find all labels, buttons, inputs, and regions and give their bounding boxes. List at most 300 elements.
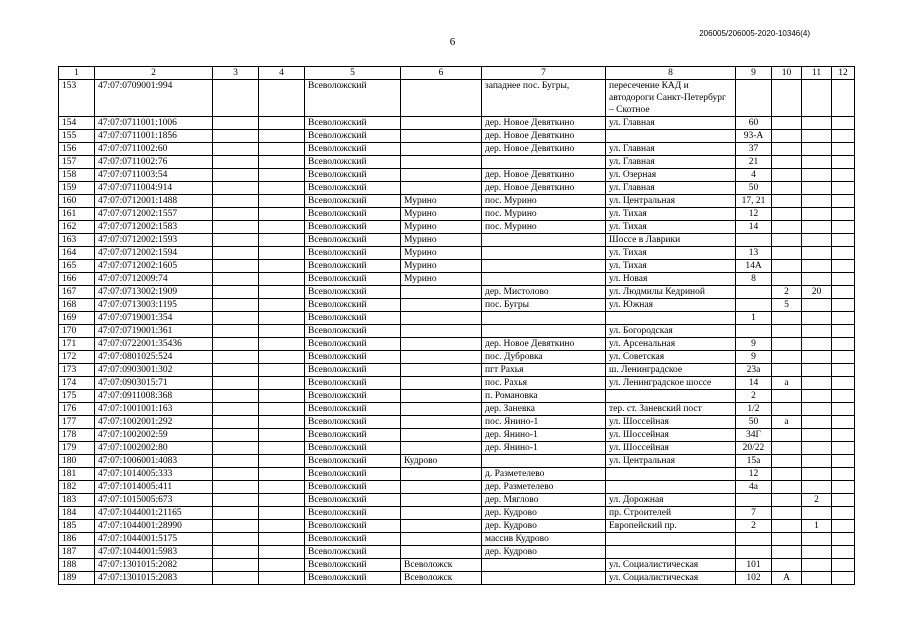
table-cell: 186 [59, 533, 95, 546]
table-cell [401, 377, 482, 390]
table-cell: 162 [59, 221, 95, 234]
table-cell [832, 80, 855, 117]
table-cell [213, 468, 259, 481]
column-header: 6 [401, 67, 482, 80]
table-cell [482, 156, 606, 169]
table-cell [401, 481, 482, 494]
table-cell: ул. Тихая [606, 260, 736, 273]
column-header: 10 [772, 67, 802, 80]
table-cell [259, 169, 305, 182]
table-cell [772, 507, 802, 520]
table-cell: Всеволожский [305, 546, 401, 559]
table-cell: 47:07:0712002:1605 [95, 260, 213, 273]
table-cell: ул. Шоссейная [606, 442, 736, 455]
table-cell: А [772, 572, 802, 585]
table-cell [482, 247, 606, 260]
table-cell: 50 [736, 416, 772, 429]
table-cell [259, 546, 305, 559]
table-cell [802, 169, 832, 182]
table-cell [213, 247, 259, 260]
table-cell: ул. Озерная [606, 169, 736, 182]
table-cell [401, 156, 482, 169]
table-cell [213, 416, 259, 429]
table-cell [213, 182, 259, 195]
table-cell [802, 156, 832, 169]
page-number: 6 [449, 36, 456, 48]
table-row [59, 234, 855, 247]
table-cell [802, 572, 832, 585]
table-cell [401, 338, 482, 351]
table-cell [832, 494, 855, 507]
table-cell [802, 364, 832, 377]
table-cell [259, 247, 305, 260]
table-cell: 172 [59, 351, 95, 364]
table-cell: 47:07:1301015:2083 [95, 572, 213, 585]
table-row [59, 351, 855, 364]
table-cell: ул. Ленинградское шоссе [606, 377, 736, 390]
table-cell: 47:07:0712009:74 [95, 273, 213, 286]
table-cell: 47:07:0712002:1594 [95, 247, 213, 260]
document-id: 206005/206005-2020-10346(4) [699, 29, 810, 38]
table-cell [401, 429, 482, 442]
table-cell [802, 234, 832, 247]
table-cell [482, 559, 606, 572]
table-cell: ул. Южная [606, 299, 736, 312]
table-cell: Всеволожский [305, 143, 401, 156]
table-cell [259, 455, 305, 468]
table-cell [259, 559, 305, 572]
table-cell: Всеволожский [305, 156, 401, 169]
table-cell [772, 325, 802, 338]
table-cell [482, 273, 606, 286]
table-cell [772, 156, 802, 169]
table-cell [482, 312, 606, 325]
table-cell [832, 286, 855, 299]
table-cell [772, 338, 802, 351]
table-cell: 47:07:0911008:368 [95, 390, 213, 403]
table-cell: 188 [59, 559, 95, 572]
table-cell: 164 [59, 247, 95, 260]
table-cell: 4а [736, 481, 772, 494]
table-cell: 167 [59, 286, 95, 299]
table-cell [802, 80, 832, 117]
table-cell [802, 130, 832, 143]
table-cell [259, 221, 305, 234]
table-cell: 8 [736, 273, 772, 286]
table-cell: Мурино [401, 195, 482, 208]
table-cell: 47:07:0711001:1856 [95, 130, 213, 143]
table-cell [259, 377, 305, 390]
table-cell [259, 390, 305, 403]
table-cell [259, 507, 305, 520]
table-cell: Всеволожский [305, 520, 401, 533]
table-cell: дер. Разметелево [482, 481, 606, 494]
table-cell: 47:07:0711001:1006 [95, 117, 213, 130]
table-cell [259, 130, 305, 143]
table-cell: 187 [59, 546, 95, 559]
table-cell: Всеволожск [401, 559, 482, 572]
table-cell: западнее пос. Бугры, [482, 80, 606, 117]
table-cell: 47:07:0713003:1195 [95, 299, 213, 312]
table-cell [213, 286, 259, 299]
table-cell [802, 377, 832, 390]
table-cell: 50 [736, 182, 772, 195]
table-cell: 9 [736, 338, 772, 351]
table-cell: дер. Заневка [482, 403, 606, 416]
table-cell: 175 [59, 390, 95, 403]
table-cell: Всеволожский [305, 507, 401, 520]
table-cell [832, 455, 855, 468]
table-cell: ул. Дорожная [606, 494, 736, 507]
table-cell [832, 338, 855, 351]
table-cell: 2 [772, 286, 802, 299]
table-cell [213, 221, 259, 234]
table-cell [832, 351, 855, 364]
table-row [59, 195, 855, 208]
table-cell [213, 533, 259, 546]
table-row [59, 312, 855, 325]
table-cell: ш. Ленинградское [606, 364, 736, 377]
table-row [59, 442, 855, 455]
table-cell: дер. Кудрово [482, 507, 606, 520]
table-cell [736, 325, 772, 338]
table-cell: 12 [736, 468, 772, 481]
table-cell: ул. Главная [606, 143, 736, 156]
table-cell: 47:07:0712002:1583 [95, 221, 213, 234]
table-row [59, 429, 855, 442]
table-cell [802, 273, 832, 286]
column-header: 4 [259, 67, 305, 80]
table-row [59, 273, 855, 286]
table-cell [259, 403, 305, 416]
table-cell [802, 221, 832, 234]
table-cell [259, 182, 305, 195]
table-cell [213, 442, 259, 455]
table-cell [802, 208, 832, 221]
table-cell: 2 [736, 520, 772, 533]
table-cell [606, 533, 736, 546]
table-cell: 1 [802, 520, 832, 533]
table-cell: Всеволожский [305, 273, 401, 286]
table-cell [802, 455, 832, 468]
table-cell: 47:07:0712002:1557 [95, 208, 213, 221]
table-cell [606, 468, 736, 481]
table-cell [259, 286, 305, 299]
table-cell [832, 533, 855, 546]
table-cell: Всеволожский [305, 234, 401, 247]
table-cell: 7 [736, 507, 772, 520]
table-cell [772, 221, 802, 234]
table-cell [606, 130, 736, 143]
table-cell [832, 273, 855, 286]
table-row [59, 416, 855, 429]
table-cell: 47:07:1044001:28990 [95, 520, 213, 533]
table-cell [213, 559, 259, 572]
table-cell [259, 117, 305, 130]
table-cell: 1/2 [736, 403, 772, 416]
table-row [59, 559, 855, 572]
table-row [59, 260, 855, 273]
table-cell [736, 299, 772, 312]
table-cell: 183 [59, 494, 95, 507]
register-table [58, 66, 855, 585]
table-cell [213, 325, 259, 338]
table-cell [213, 338, 259, 351]
table-cell [832, 260, 855, 273]
table-cell: 176 [59, 403, 95, 416]
table-cell [832, 247, 855, 260]
table-cell: ул. Арсенальная [606, 338, 736, 351]
table-cell: 161 [59, 208, 95, 221]
table-cell [606, 390, 736, 403]
table-cell [259, 195, 305, 208]
table-cell: 47:07:0713002:1909 [95, 286, 213, 299]
table-row [59, 507, 855, 520]
table-cell [832, 130, 855, 143]
table-cell: ул. Людмилы Кедриной [606, 286, 736, 299]
table-cell [259, 429, 305, 442]
table-cell [772, 442, 802, 455]
table-cell: 2 [736, 390, 772, 403]
table-cell: Всеволожский [305, 442, 401, 455]
table-cell: 180 [59, 455, 95, 468]
column-header: 2 [95, 67, 213, 80]
table-header-row [59, 67, 855, 80]
column-header: 1 [59, 67, 95, 80]
table-cell [772, 273, 802, 286]
table-cell [772, 455, 802, 468]
table-cell [802, 559, 832, 572]
table-cell: 13 [736, 247, 772, 260]
table-cell: дер. Янино-1 [482, 442, 606, 455]
table-cell: Всеволожский [305, 455, 401, 468]
table-cell [832, 182, 855, 195]
table-cell: 47:07:0903001:302 [95, 364, 213, 377]
table-cell [736, 286, 772, 299]
table-cell: Всеволожский [305, 286, 401, 299]
table-cell [802, 312, 832, 325]
table-cell [832, 481, 855, 494]
table-cell [259, 520, 305, 533]
table-cell [772, 481, 802, 494]
table-cell: Всеволожский [305, 481, 401, 494]
table-row [59, 286, 855, 299]
table-cell: 47:07:0709001:994 [95, 80, 213, 117]
table-cell [259, 80, 305, 117]
table-row [59, 80, 855, 117]
table-cell [802, 182, 832, 195]
table-cell: 47:07:1002001:292 [95, 416, 213, 429]
table-cell: 47:07:1044001:5983 [95, 546, 213, 559]
table-cell [259, 416, 305, 429]
table-cell [772, 208, 802, 221]
table-cell: 165 [59, 260, 95, 273]
table-cell [259, 208, 305, 221]
table-cell [832, 156, 855, 169]
table-cell: 47:07:1015005:673 [95, 494, 213, 507]
table-cell [802, 481, 832, 494]
table-cell: 47:07:0722001:35436 [95, 338, 213, 351]
table-cell: Всеволожский [305, 533, 401, 546]
table-cell [401, 143, 482, 156]
table-cell [832, 403, 855, 416]
table-row [59, 390, 855, 403]
table-cell: 17, 21 [736, 195, 772, 208]
table-cell [736, 546, 772, 559]
table-cell [482, 260, 606, 273]
table-cell: 102 [736, 572, 772, 585]
table-cell: 179 [59, 442, 95, 455]
table-cell [401, 507, 482, 520]
table-cell [401, 416, 482, 429]
table-cell: 189 [59, 572, 95, 585]
table-cell [772, 260, 802, 273]
table-cell [482, 455, 606, 468]
table-cell: 47:07:0719001:354 [95, 312, 213, 325]
table-cell [772, 195, 802, 208]
table-cell [772, 130, 802, 143]
table-cell: пос. Мурино [482, 208, 606, 221]
table-cell: Всеволожский [305, 80, 401, 117]
table-cell [832, 208, 855, 221]
table-cell [259, 143, 305, 156]
table-cell [213, 234, 259, 247]
table-cell: Мурино [401, 221, 482, 234]
table-cell: 181 [59, 468, 95, 481]
table-cell [772, 117, 802, 130]
table-cell [213, 80, 259, 117]
table-cell [832, 507, 855, 520]
table-cell [832, 117, 855, 130]
column-header: 11 [802, 67, 832, 80]
table-cell: пос. Рахья [482, 377, 606, 390]
table-cell: Всеволожский [305, 429, 401, 442]
table-cell [259, 351, 305, 364]
table-cell: Всеволожский [305, 559, 401, 572]
table-cell: 170 [59, 325, 95, 338]
table-cell: 157 [59, 156, 95, 169]
table-row [59, 468, 855, 481]
table-cell [213, 273, 259, 286]
table-cell: 1 [736, 312, 772, 325]
table-cell [772, 364, 802, 377]
table-cell: дер. Мяглово [482, 494, 606, 507]
column-header: 7 [482, 67, 606, 80]
table-cell [832, 468, 855, 481]
table-cell: 47:07:1001001:163 [95, 403, 213, 416]
table-cell: 47:07:1014005:333 [95, 468, 213, 481]
table-cell: 14А [736, 260, 772, 273]
table-cell [213, 572, 259, 585]
table-cell: ул. Советская [606, 351, 736, 364]
table-cell [213, 169, 259, 182]
table-cell: 163 [59, 234, 95, 247]
table-cell: 34Г [736, 429, 772, 442]
table-cell: 93-А [736, 130, 772, 143]
table-row [59, 169, 855, 182]
table-cell [401, 520, 482, 533]
table-cell [401, 299, 482, 312]
table-cell [213, 455, 259, 468]
table-cell: а [772, 377, 802, 390]
table-cell: 47:07:1044001:5175 [95, 533, 213, 546]
table-cell: Шоссе в Лаврики [606, 234, 736, 247]
table-cell: 171 [59, 338, 95, 351]
table-cell: 47:07:0719001:361 [95, 325, 213, 338]
table-cell [213, 351, 259, 364]
table-row [59, 494, 855, 507]
table-cell: 168 [59, 299, 95, 312]
table-cell: дер. Новое Девяткино [482, 338, 606, 351]
table-cell: Всеволожский [305, 338, 401, 351]
table-cell [802, 143, 832, 156]
table-row [59, 156, 855, 169]
table-cell [736, 494, 772, 507]
table-cell: Всеволожский [305, 494, 401, 507]
table-cell [401, 403, 482, 416]
column-header: 12 [832, 67, 855, 80]
table-cell: ул. Социалистическая [606, 572, 736, 585]
table-cell [213, 208, 259, 221]
table-cell [213, 481, 259, 494]
table-row [59, 377, 855, 390]
table-cell [736, 80, 772, 117]
table-cell [772, 143, 802, 156]
table-cell: Всеволожский [305, 182, 401, 195]
table-cell: ул. Центральная [606, 195, 736, 208]
table-cell [802, 416, 832, 429]
table-cell [259, 338, 305, 351]
table-cell [802, 338, 832, 351]
table-cell: 47:07:1014005:411 [95, 481, 213, 494]
table-cell: Всеволожский [305, 325, 401, 338]
table-cell: ул. Шоссейная [606, 429, 736, 442]
table-cell [213, 429, 259, 442]
table-cell: 2 [802, 494, 832, 507]
table-cell [772, 559, 802, 572]
table-cell: дер. Янино-1 [482, 429, 606, 442]
table-cell [832, 377, 855, 390]
table-cell: 14 [736, 221, 772, 234]
table-cell [401, 80, 482, 117]
table-row [59, 533, 855, 546]
table-cell: 60 [736, 117, 772, 130]
table-cell: ул. Тихая [606, 247, 736, 260]
table-cell [832, 442, 855, 455]
table-cell: ул. Тихая [606, 221, 736, 234]
table-cell: Всеволожский [305, 208, 401, 221]
table-cell [213, 312, 259, 325]
table-row [59, 403, 855, 416]
table-cell: ул. Главная [606, 182, 736, 195]
table-cell: пос. Янино-1 [482, 416, 606, 429]
table-cell [802, 442, 832, 455]
table-cell: 37 [736, 143, 772, 156]
table-cell [401, 182, 482, 195]
table-cell [213, 156, 259, 169]
table-cell: а [772, 416, 802, 429]
table-cell [213, 390, 259, 403]
table-cell [259, 273, 305, 286]
table-cell [259, 156, 305, 169]
table-cell: Всеволожский [305, 390, 401, 403]
table-cell [213, 364, 259, 377]
table-cell: Всеволожский [305, 169, 401, 182]
table-cell: 47:07:1006001:4083 [95, 455, 213, 468]
table-cell: Мурино [401, 247, 482, 260]
table-cell: 47:07:0712002:1593 [95, 234, 213, 247]
table-cell [213, 507, 259, 520]
